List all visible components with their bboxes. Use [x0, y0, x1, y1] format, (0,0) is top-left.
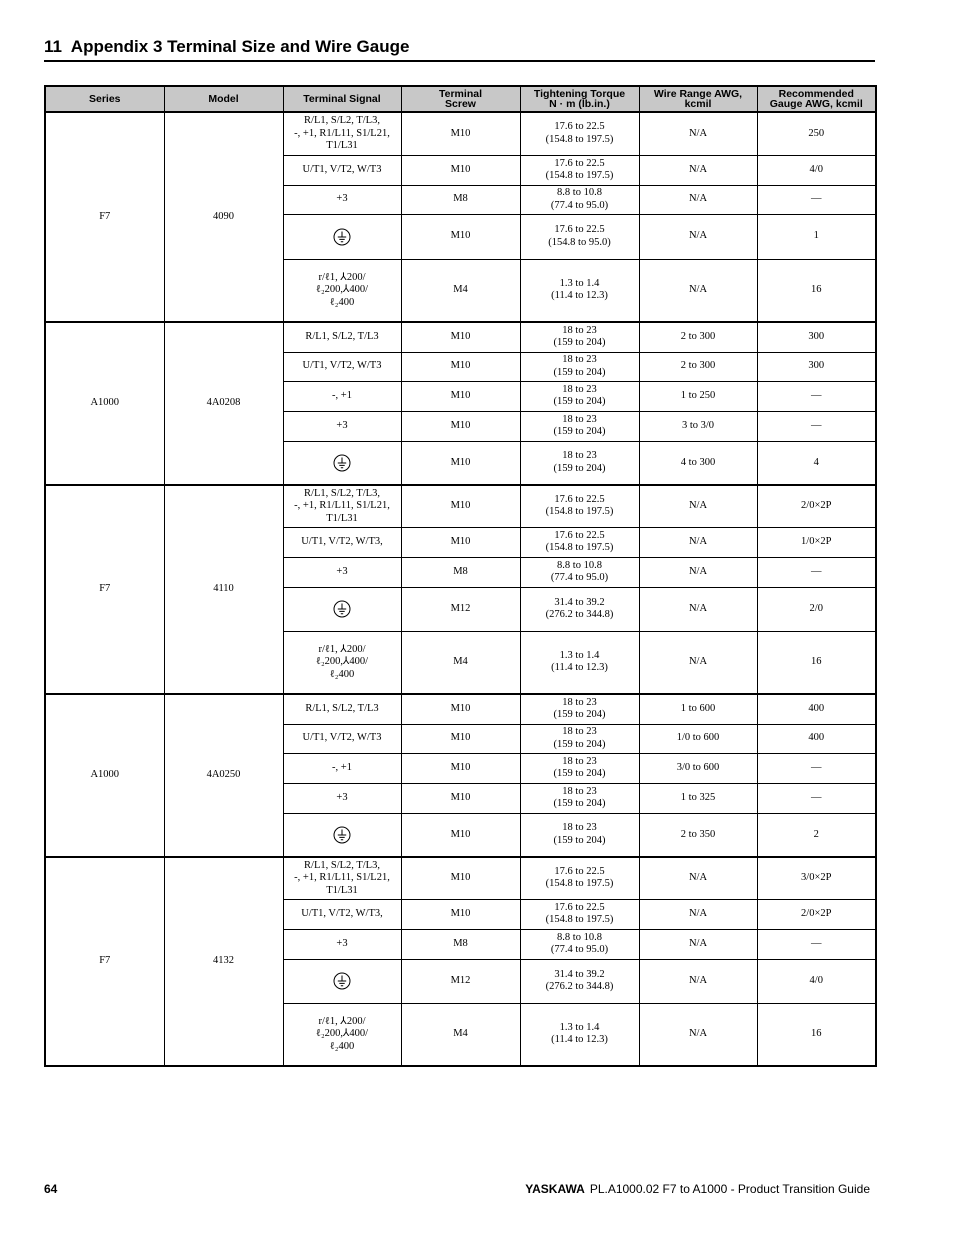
- col-header-line: Screw: [445, 98, 476, 110]
- col-header-recommended-gauge: [757, 86, 876, 112]
- terminal-signal-cell: [283, 214, 401, 259]
- terminal-signal-cell: [283, 155, 401, 185]
- col-header-terminal-screw: [401, 86, 520, 112]
- col-header-series: Series: [45, 86, 164, 112]
- torque-nm-text: 17.6 to 22.5: [554, 493, 605, 505]
- torque-nm-text: 17.6 to 22.5: [554, 157, 605, 169]
- terminal-signal-cell: [283, 929, 401, 959]
- tightening-torque-cell: [520, 929, 639, 959]
- tightening-torque-cell: [520, 411, 639, 441]
- recommended-gauge-cell: —: [757, 929, 876, 959]
- wire-range-cell: N/A: [639, 631, 757, 694]
- torque-nm-text: 1.3 to 1.4: [559, 1021, 600, 1033]
- tightening-torque-cell: [520, 587, 639, 631]
- recommended-gauge-cell: —: [757, 381, 876, 411]
- recommended-gauge-cell: 16: [757, 631, 876, 694]
- wire-range-cell: N/A: [639, 155, 757, 185]
- series-cell: A1000: [45, 322, 164, 485]
- terminal-signal-text: +3: [336, 937, 348, 949]
- col-header-line: Tightening Torque: [533, 88, 626, 100]
- terminal-signal-text: R/L1, S/L2, T/L3,: [304, 115, 380, 126]
- wire-range-cell: N/A: [639, 557, 757, 587]
- recommended-gauge-cell: 250: [757, 112, 876, 155]
- wire-range-cell: N/A: [639, 485, 757, 527]
- wire-range-cell: N/A: [639, 857, 757, 899]
- torque-nm-text: 18 to 23: [562, 822, 597, 834]
- torque-lbin-text: (154.8 to 197.5): [545, 133, 614, 145]
- tightening-torque-cell: [520, 753, 639, 783]
- torque-nm-text: 17.6 to 22.5: [554, 224, 605, 235]
- torque-nm-text: 1.3 to 1.4: [559, 649, 600, 661]
- torque-lbin-text: (11.4 to 12.3): [551, 290, 608, 302]
- wire-range-cell: 3/0 to 600: [639, 753, 757, 783]
- terminal-signal-text: +3: [336, 791, 348, 803]
- terminal-screw-cell: M10: [401, 753, 520, 783]
- torque-lbin-text: (77.4 to 95.0): [550, 199, 609, 211]
- recommended-gauge-cell: 1: [757, 214, 876, 259]
- terminal-screw-cell: M10: [401, 214, 520, 259]
- terminal-signal-cell: [283, 381, 401, 411]
- terminal-screw-cell: M12: [401, 587, 520, 631]
- torque-nm-text: 18 to 23: [562, 755, 597, 767]
- terminal-screw-cell: M10: [401, 724, 520, 753]
- terminal-signal-cell: [283, 694, 401, 724]
- terminal-signal-cell: [283, 1003, 401, 1066]
- terminal-screw-cell: M10: [401, 813, 520, 857]
- terminal-signal-text: +3: [336, 419, 348, 431]
- terminal-screw-cell: M8: [401, 185, 520, 214]
- tightening-torque-cell: [520, 527, 639, 557]
- terminal-signal-text: U/T1, V/T2, W/T3,: [301, 907, 383, 919]
- recommended-gauge-cell: 300: [757, 352, 876, 381]
- terminal-signal-cell: [283, 185, 401, 214]
- torque-nm-text: 18 to 23: [562, 450, 597, 462]
- col-header-terminal-signal: Terminal Signal: [283, 86, 401, 112]
- torque-nm-text: 18 to 23: [562, 383, 597, 395]
- torque-nm-text: 8.8 to 10.8: [557, 931, 602, 943]
- terminal-signal-cell: [283, 441, 401, 485]
- tightening-torque-cell: [520, 185, 639, 214]
- torque-lbin-text: (77.4 to 95.0): [550, 572, 609, 583]
- tightening-torque-cell: [520, 959, 639, 1003]
- series-cell: F7: [45, 112, 164, 322]
- torque-nm-text: 18 to 23: [562, 785, 597, 797]
- tightening-torque-cell: [520, 441, 639, 485]
- terminal-signal-text: T1/L31: [326, 512, 358, 524]
- terminal-screw-cell: M4: [401, 631, 520, 694]
- table-row: [45, 322, 876, 352]
- table-row: [45, 694, 876, 724]
- recommended-gauge-cell: 1/0×2P: [757, 527, 876, 557]
- terminal-signal-text: r/ℓ1, ⅄200/: [318, 1015, 366, 1027]
- recommended-gauge-cell: —: [757, 185, 876, 214]
- model-cell: 4A0208: [164, 322, 283, 485]
- terminal-screw-cell: M4: [401, 259, 520, 322]
- terminal-signal-text: r/ℓ1, ⅄200/: [318, 643, 366, 655]
- terminal-signal-text: -, +1: [332, 761, 352, 773]
- table-row: [45, 485, 876, 527]
- tightening-torque-cell: [520, 381, 639, 411]
- wire-range-cell: 2 to 300: [639, 352, 757, 381]
- torque-nm-text: 8.8 to 10.8: [557, 559, 602, 571]
- footer-doc-title: PL.A1000.02 F7 to A1000 - Product Transition Guide: [589, 1182, 870, 1196]
- terminal-signal-text: -, +1: [332, 389, 352, 401]
- torque-lbin-text: (159 to 204): [553, 426, 606, 437]
- torque-lbin-text: (159 to 204): [553, 337, 606, 349]
- tightening-torque-cell: [520, 155, 639, 185]
- col-header-line: Gauge AWG, kcmil: [769, 98, 863, 110]
- torque-nm-text: 18 to 23: [562, 726, 597, 737]
- table-row: [45, 112, 876, 155]
- table-header-row: [45, 86, 876, 112]
- terminal-signal-cell: [283, 259, 401, 322]
- terminal-signal-text: T1/L31: [326, 140, 358, 151]
- terminal-signal-text: ℓ₂200,⅄400/: [315, 1028, 369, 1039]
- wire-range-cell: 2 to 350: [639, 813, 757, 857]
- recommended-gauge-cell: 300: [757, 322, 876, 352]
- terminal-screw-cell: M10: [401, 694, 520, 724]
- torque-nm-text: 18 to 23: [562, 354, 597, 365]
- wire-range-cell: N/A: [639, 112, 757, 155]
- recommended-gauge-cell: 16: [757, 259, 876, 322]
- tightening-torque-cell: [520, 857, 639, 899]
- terminal-signal-text: -, +1, R1/L11, S1/L21,: [294, 500, 390, 511]
- terminal-screw-cell: M4: [401, 1003, 520, 1066]
- model-cell: 4132: [164, 857, 283, 1066]
- terminal-signal-text: U/T1, V/T2, W/T3: [302, 163, 382, 175]
- col-header-line: kcmil: [684, 98, 712, 110]
- terminal-screw-cell: M10: [401, 322, 520, 352]
- recommended-gauge-cell: 16: [757, 1003, 876, 1066]
- terminal-screw-cell: M10: [401, 857, 520, 899]
- terminal-wire-gauge-table: [44, 85, 877, 1067]
- torque-lbin-text: (77.4 to 95.0): [550, 944, 609, 955]
- recommended-gauge-cell: —: [757, 557, 876, 587]
- terminal-signal-text: ℓ₂400: [329, 296, 355, 308]
- torque-lbin-text: (159 to 204): [553, 396, 606, 407]
- wire-range-cell: 4 to 300: [639, 441, 757, 485]
- terminal-signal-text: ℓ₂400: [329, 668, 355, 680]
- recommended-gauge-cell: 2/0: [757, 587, 876, 631]
- ground-icon: [333, 972, 351, 990]
- recommended-gauge-cell: —: [757, 753, 876, 783]
- ground-icon: [333, 454, 351, 472]
- torque-lbin-text: (276.2 to 344.8): [545, 609, 614, 620]
- series-cell: F7: [45, 857, 164, 1066]
- torque-lbin-text: (11.4 to 12.3): [551, 662, 608, 674]
- recommended-gauge-cell: 3/0×2P: [757, 857, 876, 899]
- tightening-torque-cell: [520, 485, 639, 527]
- wire-range-cell: N/A: [639, 1003, 757, 1066]
- tightening-torque-cell: [520, 813, 639, 857]
- torque-lbin-text: (159 to 204): [553, 738, 606, 750]
- terminal-signal-text: T1/L31: [326, 884, 358, 896]
- terminal-signal-text: ℓ₂200,⅄400/: [315, 656, 369, 667]
- ground-icon: [333, 228, 351, 246]
- tightening-torque-cell: [520, 214, 639, 259]
- torque-lbin-text: (159 to 204): [553, 709, 606, 721]
- terminal-screw-cell: M12: [401, 959, 520, 1003]
- recommended-gauge-cell: 400: [757, 724, 876, 753]
- torque-nm-text: 1.3 to 1.4: [559, 277, 600, 289]
- terminal-screw-cell: M10: [401, 441, 520, 485]
- torque-lbin-text: (159 to 204): [553, 768, 606, 779]
- terminal-signal-cell: [283, 322, 401, 352]
- terminal-signal-text: R/L1, S/L2, T/L3,: [304, 859, 380, 871]
- terminal-signal-text: U/T1, V/T2, W/T3: [302, 360, 382, 372]
- wire-range-cell: N/A: [639, 527, 757, 557]
- terminal-signal-cell: [283, 783, 401, 813]
- model-cell: 4110: [164, 485, 283, 694]
- table-row: [45, 857, 876, 899]
- tightening-torque-cell: [520, 783, 639, 813]
- wire-range-cell: 2 to 300: [639, 322, 757, 352]
- torque-nm-text: 31.4 to 39.2: [554, 596, 605, 608]
- tightening-torque-cell: [520, 557, 639, 587]
- torque-lbin-text: (276.2 to 344.8): [545, 981, 614, 992]
- wire-range-cell: N/A: [639, 185, 757, 214]
- terminal-screw-cell: M8: [401, 557, 520, 587]
- torque-lbin-text: (154.8 to 197.5): [545, 506, 614, 518]
- tightening-torque-cell: [520, 899, 639, 929]
- wire-range-cell: 3 to 3/0: [639, 411, 757, 441]
- terminal-signal-text: r/ℓ1, ⅄200/: [318, 271, 366, 283]
- ground-icon: [333, 826, 351, 844]
- col-header-line: Terminal: [439, 88, 482, 100]
- terminal-signal-text: R/L1, S/L2, T/L3: [305, 331, 379, 342]
- title-rule: [44, 60, 875, 62]
- terminal-signal-cell: [283, 557, 401, 587]
- wire-range-cell: N/A: [639, 259, 757, 322]
- torque-lbin-text: (154.8 to 197.5): [545, 542, 614, 553]
- torque-nm-text: 18 to 23: [562, 324, 597, 336]
- wire-range-cell: 1/0 to 600: [639, 724, 757, 753]
- col-header-wire-range: [639, 86, 757, 112]
- terminal-signal-text: ℓ₂200,⅄400/: [315, 284, 369, 295]
- model-cell: 4A0250: [164, 694, 283, 857]
- footer-brand: YASKAWA: [525, 1182, 585, 1196]
- tightening-torque-cell: [520, 352, 639, 381]
- terminal-screw-cell: M10: [401, 352, 520, 381]
- terminal-signal-cell: [283, 411, 401, 441]
- terminal-screw-cell: M10: [401, 783, 520, 813]
- terminal-signal-text: -, +1, R1/L11, S1/L21,: [294, 127, 390, 139]
- wire-range-cell: N/A: [639, 959, 757, 1003]
- tightening-torque-cell: [520, 259, 639, 322]
- terminal-screw-cell: M10: [401, 381, 520, 411]
- terminal-signal-text: -, +1, R1/L11, S1/L21,: [294, 872, 390, 883]
- terminal-signal-text: R/L1, S/L2, T/L3,: [304, 487, 380, 499]
- wire-range-cell: N/A: [639, 587, 757, 631]
- torque-nm-text: 17.6 to 22.5: [554, 865, 605, 877]
- torque-lbin-text: (159 to 204): [553, 462, 606, 474]
- terminal-signal-cell: [283, 753, 401, 783]
- torque-lbin-text: (159 to 204): [553, 834, 606, 846]
- torque-nm-text: 17.6 to 22.5: [554, 901, 605, 913]
- tightening-torque-cell: [520, 112, 639, 155]
- terminal-signal-cell: [283, 959, 401, 1003]
- page-title: 11 Appendix 3 Terminal Size and Wire Gauge: [44, 37, 410, 56]
- wire-range-cell: N/A: [639, 929, 757, 959]
- footer-doc-info: [525, 1181, 870, 1197]
- terminal-screw-cell: M10: [401, 527, 520, 557]
- torque-nm-text: 18 to 23: [562, 696, 597, 708]
- tightening-torque-cell: [520, 631, 639, 694]
- tightening-torque-cell: [520, 1003, 639, 1066]
- terminal-signal-cell: [283, 857, 401, 899]
- torque-nm-text: 8.8 to 10.8: [557, 187, 602, 198]
- torque-nm-text: 17.6 to 22.5: [554, 121, 605, 133]
- terminal-signal-text: +3: [336, 193, 348, 205]
- recommended-gauge-cell: 4: [757, 441, 876, 485]
- terminal-signal-text: +3: [336, 565, 348, 577]
- torque-nm-text: 31.4 to 39.2: [554, 968, 605, 980]
- torque-lbin-text: (154.8 to 95.0): [548, 236, 611, 248]
- col-header-tightening-torque: [520, 86, 639, 112]
- terminal-signal-cell: [283, 485, 401, 527]
- col-header-line: Recommended: [778, 88, 854, 100]
- series-cell: A1000: [45, 694, 164, 857]
- terminal-signal-text: U/T1, V/T2, W/T3,: [301, 535, 383, 547]
- tightening-torque-cell: [520, 694, 639, 724]
- terminal-screw-cell: M10: [401, 411, 520, 441]
- terminal-signal-cell: [283, 899, 401, 929]
- terminal-screw-cell: M10: [401, 485, 520, 527]
- ground-icon: [333, 600, 351, 618]
- tightening-torque-cell: [520, 724, 639, 753]
- page-number: 64: [44, 1182, 58, 1196]
- model-cell: 4090: [164, 112, 283, 322]
- terminal-screw-cell: M10: [401, 899, 520, 929]
- tightening-torque-cell: [520, 322, 639, 352]
- terminal-signal-text: U/T1, V/T2, W/T3: [302, 732, 382, 744]
- recommended-gauge-cell: —: [757, 783, 876, 813]
- terminal-signal-text: R/L1, S/L2, T/L3: [305, 703, 379, 714]
- torque-lbin-text: (154.8 to 197.5): [545, 170, 614, 181]
- col-header-model: Model: [164, 86, 283, 112]
- wire-range-cell: N/A: [639, 899, 757, 929]
- terminal-signal-cell: [283, 724, 401, 753]
- terminal-signal-cell: [283, 527, 401, 557]
- wire-range-cell: N/A: [639, 214, 757, 259]
- torque-nm-text: 17.6 to 22.5: [554, 529, 605, 541]
- terminal-screw-cell: M8: [401, 929, 520, 959]
- recommended-gauge-cell: 2: [757, 813, 876, 857]
- wire-range-cell: 1 to 325: [639, 783, 757, 813]
- wire-range-cell: 1 to 600: [639, 694, 757, 724]
- torque-lbin-text: (159 to 204): [553, 798, 606, 809]
- terminal-signal-text: ℓ₂400: [329, 1040, 355, 1052]
- wire-range-cell: 1 to 250: [639, 381, 757, 411]
- torque-lbin-text: (154.8 to 197.5): [545, 878, 614, 890]
- terminal-signal-cell: [283, 631, 401, 694]
- recommended-gauge-cell: 4/0: [757, 959, 876, 1003]
- torque-lbin-text: (159 to 204): [553, 366, 606, 378]
- col-header-line: N · m (lb.in.): [549, 98, 610, 110]
- terminal-signal-cell: [283, 352, 401, 381]
- torque-nm-text: 18 to 23: [562, 413, 597, 425]
- series-cell: F7: [45, 485, 164, 694]
- recommended-gauge-cell: 2/0×2P: [757, 899, 876, 929]
- col-header-line: Wire Range AWG,: [653, 88, 743, 100]
- terminal-screw-cell: M10: [401, 155, 520, 185]
- torque-lbin-text: (11.4 to 12.3): [551, 1034, 608, 1046]
- terminal-signal-cell: [283, 112, 401, 155]
- recommended-gauge-cell: 2/0×2P: [757, 485, 876, 527]
- recommended-gauge-cell: —: [757, 411, 876, 441]
- terminal-signal-cell: [283, 813, 401, 857]
- recommended-gauge-cell: 400: [757, 694, 876, 724]
- recommended-gauge-cell: 4/0: [757, 155, 876, 185]
- torque-lbin-text: (154.8 to 197.5): [545, 914, 614, 925]
- terminal-signal-cell: [283, 587, 401, 631]
- terminal-screw-cell: M10: [401, 112, 520, 155]
